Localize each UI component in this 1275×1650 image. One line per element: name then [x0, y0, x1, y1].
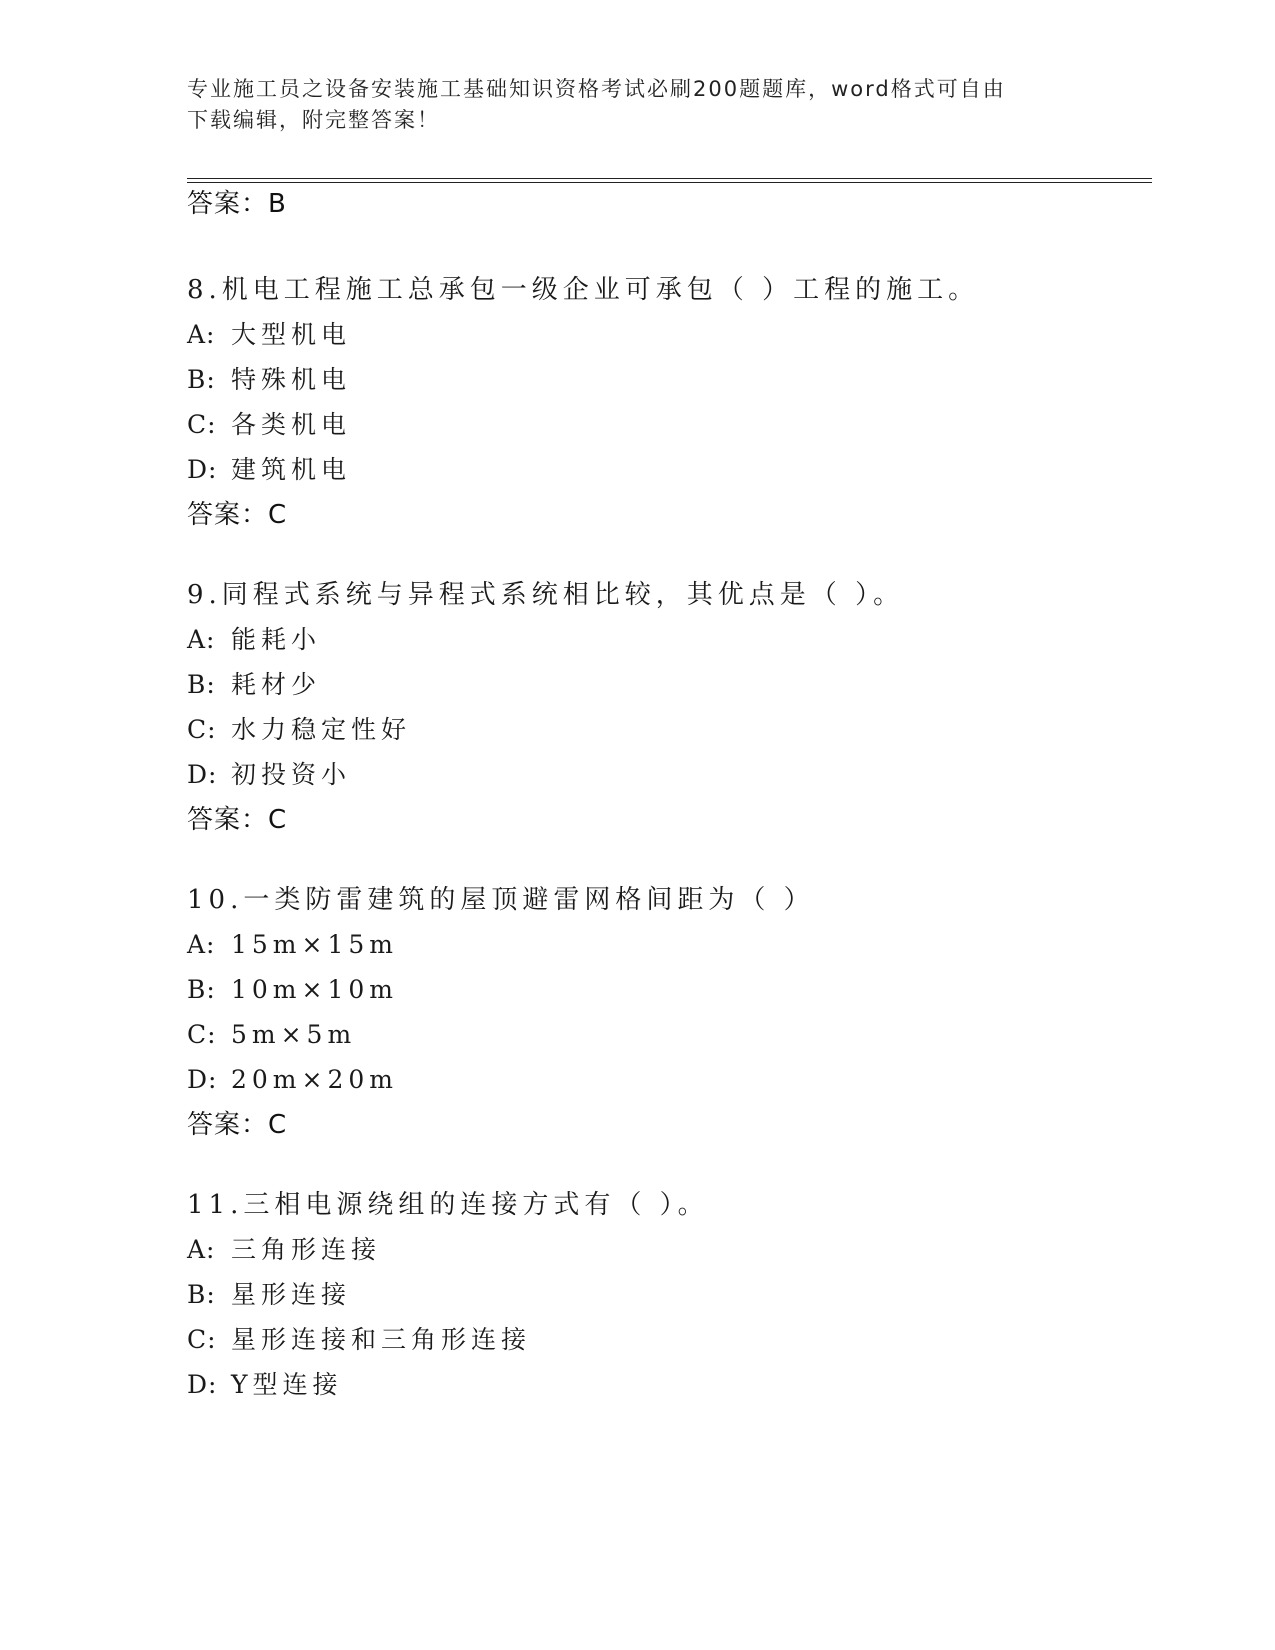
option-key: A: — [187, 320, 216, 349]
option-c — [187, 714, 1147, 746]
option-b — [187, 974, 1147, 1006]
header-rule-bottom — [187, 182, 1152, 183]
option-text: 星形连接和三角形连接 — [231, 1325, 532, 1354]
answer-label: 答案：C — [187, 500, 288, 530]
option-text: 水力稳定性好 — [231, 715, 412, 744]
option-b — [187, 669, 1147, 701]
question-text: 11.三相电源绕组的连接方式有（ ）。 — [187, 1190, 709, 1220]
option-text: 特殊机电 — [231, 365, 352, 394]
option-d — [187, 1064, 1147, 1096]
option-b — [187, 1279, 1147, 1311]
previous-answer-block — [187, 188, 1147, 220]
option-text: 建筑机电 — [231, 455, 352, 484]
option-text: Y型连接 — [231, 1370, 343, 1399]
question-text: 10.一类防雷建筑的屋顶避雷网格间距为（ ） — [187, 885, 815, 915]
option-text: 大型机电 — [231, 320, 352, 349]
option-text: 星形连接 — [231, 1280, 352, 1309]
answer-label: 答案：C — [187, 805, 288, 835]
option-text: 15m×15m — [231, 930, 398, 959]
option-c — [187, 1019, 1147, 1051]
option-key: B: — [187, 975, 216, 1004]
option-text: 10m×10m — [231, 975, 398, 1004]
option-b — [187, 364, 1147, 396]
option-text: 耗材少 — [231, 670, 322, 699]
option-key: C: — [187, 410, 217, 439]
option-key: A: — [187, 625, 216, 654]
option-d — [187, 759, 1147, 791]
option-key: B: — [187, 670, 216, 699]
option-key: C: — [187, 715, 217, 744]
question-text: 9.同程式系统与异程式系统相比较，其优点是（ ）。 — [187, 580, 905, 610]
question-block-8 — [187, 274, 1147, 531]
option-a — [187, 1234, 1147, 1266]
option-a — [187, 929, 1147, 961]
header-line-1: 专业施工员之设备安装施工基础知识资格考试必刷200题题库，word格式可自由 — [187, 77, 1006, 101]
option-text: 5m×5m — [231, 1020, 357, 1049]
question-text: 8.机电工程施工总承包一级企业可承包（ ）工程的施工。 — [187, 275, 980, 305]
question-block-11 — [187, 1189, 1147, 1414]
option-d — [187, 1369, 1147, 1401]
option-key: C: — [187, 1325, 217, 1354]
option-key: D: — [187, 455, 218, 484]
answer-label: 答案：C — [187, 1110, 288, 1140]
option-a — [187, 319, 1147, 351]
option-text: 20m×20m — [231, 1065, 398, 1094]
option-d — [187, 454, 1147, 486]
question-block-9 — [187, 579, 1147, 836]
option-a — [187, 624, 1147, 656]
option-c — [187, 1324, 1147, 1356]
option-text: 三角形连接 — [231, 1235, 382, 1264]
header-line-2: 下载编辑，附完整答案！ — [187, 108, 440, 132]
option-text: 初投资小 — [231, 760, 352, 789]
option-key: D: — [187, 1065, 218, 1094]
option-key: D: — [187, 1370, 218, 1399]
option-text: 各类机电 — [231, 410, 352, 439]
option-key: A: — [187, 1235, 216, 1264]
option-key: C: — [187, 1020, 217, 1049]
document-header — [187, 74, 1077, 136]
option-text: 能耗小 — [231, 625, 322, 654]
option-c — [187, 409, 1147, 441]
option-key: B: — [187, 1280, 216, 1309]
header-rule-top — [187, 178, 1152, 179]
question-block-10 — [187, 884, 1147, 1141]
option-key: A: — [187, 930, 216, 959]
answer-label: 答案：B — [187, 189, 287, 219]
option-key: B: — [187, 365, 216, 394]
option-key: D: — [187, 760, 218, 789]
